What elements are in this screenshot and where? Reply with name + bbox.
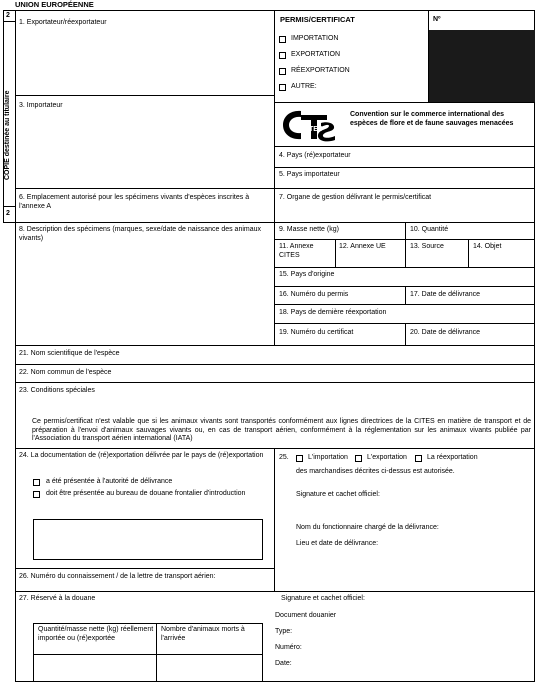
field-9-label: 9. Masse nette (kg) [279, 226, 339, 233]
field-10-label: 10. Quantité [410, 226, 449, 233]
field-1-label: 1. Exportateur/réexportateur [19, 19, 107, 26]
option-autre: AUTRE: [291, 83, 317, 90]
field-24-opt2: doit être présentée au bureau de douane frontalier d'introduction [46, 490, 246, 497]
field-25-place-date: Lieu et date de délivrance: [296, 540, 379, 547]
cites-logo-icon [281, 107, 339, 143]
field-18-label: 18. Pays de dernière réexportation [279, 309, 387, 316]
field-5-label: 5. Pays importateur [279, 171, 340, 178]
field-3-label: 3. Importateur [19, 102, 63, 109]
option-reexportation: RÉEXPORTATION [291, 67, 350, 74]
checkbox-importation[interactable] [279, 36, 286, 43]
field-4-label: 4. Pays (ré)exportateur [279, 152, 351, 159]
field-12-label: 12. Annexe UE [339, 243, 386, 250]
field-26-label: 26. Numéro du connaissement / de la lettre de transport aérien: [19, 573, 216, 580]
field-20-label: 20. Date de délivrance [410, 329, 481, 336]
field-25-official-name: Nom du fonctionnaire chargé de la délivrance: [296, 524, 439, 531]
permis-number-redacted [429, 30, 535, 102]
field-25-opt-import: L'importation [308, 454, 348, 461]
field-19-label: 19. Numéro du certificat [279, 329, 354, 336]
checkbox-25-export[interactable] [355, 455, 362, 462]
field-24-opt1: a été présentée à l'autorité de délivrance [46, 478, 173, 485]
field-23-label: 23. Conditions spéciales [19, 387, 95, 394]
checkbox-24-presented[interactable] [33, 479, 40, 486]
permis-no-label: Nº [433, 16, 441, 23]
field-25-signature: Signature et cachet officiel: [296, 491, 380, 498]
checkbox-25-import[interactable] [296, 455, 303, 462]
field-25-num: 25. [279, 454, 289, 461]
field-25-line2: des marchandises décrites ci-dessus est autorisée. [296, 468, 455, 475]
copy-number-bottom: 2 [6, 210, 10, 217]
field-27-doc: Document douanier [275, 612, 337, 619]
checkbox-autre[interactable] [279, 84, 286, 91]
copy-label: COPIE destinée au titulaire [4, 90, 11, 180]
field-13-label: 13. Source [410, 243, 444, 250]
customs-col1-header: Quantité/masse nette (kg) réellement importée ou (ré)exportée [38, 626, 154, 642]
field-14-label: 14. Objet [473, 243, 502, 250]
option-importation: IMPORTATION [291, 35, 339, 42]
field-17-label: 17. Date de délivrance [410, 291, 481, 298]
field-27-signature: Signature et cachet officiel: [281, 595, 365, 602]
field-27-label: 27. Réservé à la douane [19, 595, 96, 602]
cites-convention: Convention sur le commerce international des espèces de flore et de faune sauvages menacées [350, 111, 514, 127]
field-24-label: 24. La documentation de (ré)exportation délivrée par le pays de (ré)exportation [19, 452, 264, 459]
field-16-label: 16. Numéro du permis [279, 291, 349, 298]
checkbox-25-reexport[interactable] [415, 455, 422, 462]
field-21-label: 21. Nom scientifique de l'espèce [19, 350, 120, 357]
field-23-text: Ce permis/certificat n'est valable que si les animaux vivants sont transportés conformément aux lignes directrices de la CITES en matière de transport et de préparation à l'envoi d'animaux sauvages vivants ou, en cas de transport aérien, conformément à la réglementation sur les animaux vivants publiée par l'Association du transport aérien international (IATA) [32, 418, 531, 442]
cites-logo-text: CITES [302, 126, 323, 133]
field-15-label: 15. Pays d'origine [279, 271, 335, 278]
permis-title: PERMIS/CERTIFICAT [280, 15, 355, 24]
option-exportation: EXPORTATION [291, 51, 341, 58]
customs-col2-header: Nombre d'animaux morts à l'arrivée [161, 626, 245, 642]
copy-number-top: 2 [6, 12, 10, 19]
checkbox-24-to-present[interactable] [33, 491, 40, 498]
field-22-label: 22. Nom commun de l'espèce [19, 369, 112, 376]
checkbox-exportation[interactable] [279, 52, 286, 59]
field-7-label: 7. Organe de gestion délivrant le permis/certificat [279, 194, 432, 201]
field-6-label: 6. Emplacement autorisé pour les spécimens vivants d'espèces inscrites à l'annexe A [19, 194, 250, 210]
field-27-type: Type: [275, 628, 293, 635]
field-24-input-box[interactable] [33, 519, 263, 560]
field-25-opt-export: L'exportation [367, 454, 407, 461]
field-25-opt-reexport: La réexportation [427, 454, 478, 461]
field-27-numero: Numéro: [275, 644, 302, 651]
checkbox-reexportation[interactable] [279, 68, 286, 75]
field-11-label: 11. Annexe CITES [279, 243, 314, 259]
union-header: UNION EUROPÉENNE [15, 0, 94, 9]
field-8-label: 8. Description des spécimens (marques, sexe/date de naissance des animaux vivants) [19, 226, 262, 242]
field-27-date: Date: [275, 660, 292, 667]
